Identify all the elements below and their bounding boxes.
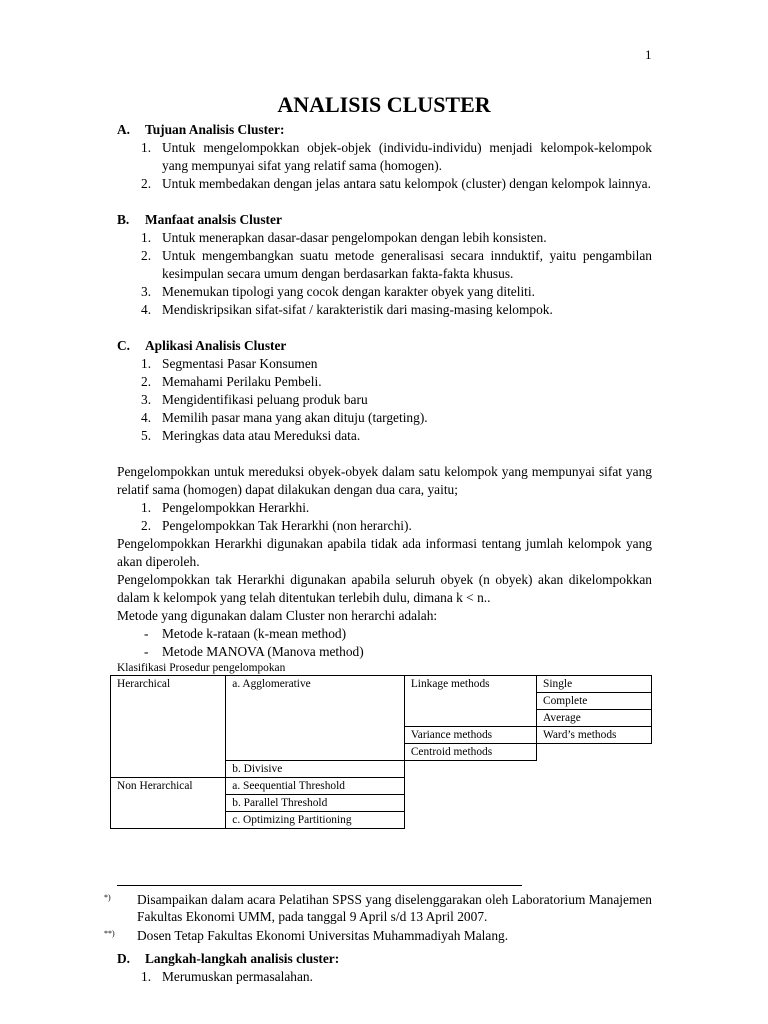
table-cell: Linkage methods [404, 676, 536, 693]
footnote [104, 891, 652, 925]
intro-paragraph: Pengelompokkan untuk mereduksi obyek-obyek dalam satu kelompok yang mempunyai sifat yang relatif sama (homogen) dapat dilakukan dengan dua cara, yaitu; [117, 464, 652, 497]
metode-paragraph: Metode yang digunakan dalam Cluster non herarchi adalah: [117, 608, 438, 623]
table-cell: Single [537, 676, 652, 693]
footnote [104, 927, 652, 944]
main-content [117, 121, 652, 829]
list-item: 1. Segmentasi Pasar Konsumen [141, 356, 318, 371]
section-letter: B. [117, 212, 130, 227]
section-letter: C. [117, 338, 131, 353]
section-b-heading [117, 211, 652, 229]
table-cell: b. Divisive [226, 761, 405, 778]
list-item: 3. Menemukan tipologi yang cocok dengan karakter obyek yang diteliti. [141, 284, 535, 299]
classification-table [110, 675, 652, 829]
table-cell: Centroid methods [404, 744, 536, 761]
table-cell: a. Agglomerative [226, 676, 405, 693]
list-item: 1. Untuk mengelompokkan objek-objek (individu-individu) menjadi kelompok-kelompok yang mempunyai sifat yang relatif sama (homogen). [141, 140, 652, 173]
dash-list [117, 625, 652, 661]
table-cell: Complete [537, 693, 652, 710]
list-item: 4. Memilih pasar mana yang akan dituju (targeting). [141, 410, 428, 425]
list-item: 2. Untuk membedakan dengan jelas antara satu kelompok (cluster) dengan kelompok lainnya. [141, 176, 651, 191]
page-number: 1 [645, 47, 652, 62]
list-item: 4. Mendiskripsikan sifat-sifat / karakteristik dari masing-masing kelompok. [141, 302, 553, 317]
section-letter: D. [117, 951, 131, 966]
section-title: Manfaat analsis Cluster [145, 212, 282, 227]
list-item: 1. Pengelompokkan Herarkhi. [141, 500, 310, 515]
section-letter: A. [117, 122, 131, 137]
footnote-divider [117, 885, 522, 886]
section-b-list [117, 229, 652, 319]
footnote-text: Dosen Tetap Fakultas Ekonomi Universitas Muhammadiyah Malang. [137, 928, 509, 943]
table-cell: Ward’s methods [537, 727, 652, 744]
document-title: ANALISIS CLUSTER [277, 92, 491, 117]
section-a-list [117, 139, 652, 193]
list-item: - Metode k-rataan (k-mean method) [144, 626, 347, 641]
section-title: Tujuan Analisis Cluster: [145, 122, 285, 137]
table-cell: Herarchical [111, 676, 226, 693]
list-item: 5. Meringkas data atau Mereduksi data. [141, 428, 361, 443]
table-cell: Variance methods [404, 727, 536, 744]
list-item: 2. Pengelompokkan Tak Herarkhi (non herarchi). [141, 518, 412, 533]
section-c-heading [117, 337, 652, 355]
section-d [117, 950, 652, 986]
list-item: 2. Untuk mengembangkan suatu metode generalisasi secara innduktif, yaitu pengambilan kesimpulan secara umum dengan berdasarkan fakta-fakta khusus. [141, 248, 652, 281]
table-cell: Average [537, 710, 652, 727]
section-a-heading [117, 121, 652, 139]
section-title: Aplikasi Analisis Cluster [145, 338, 287, 353]
tak-herarkhi-paragraph: Pengelompokkan tak Herarkhi digunakan apabila seluruh obyek (n obyek) akan dikelompokkan dalam k kelompok yang telah ditentukan terlebih dulu, dimana k < n.. [117, 572, 652, 605]
herarkhi-paragraph: Pengelompokkan Herarkhi digunakan apabila tidak ada informasi tentang jumlah kelompok yang akan diperoleh. [117, 536, 652, 569]
section-d-list [117, 968, 652, 986]
list-item: 3. Mengidentifikasi peluang produk baru [141, 392, 368, 407]
section-c-list [117, 355, 652, 445]
footnote-mark: *) [104, 893, 111, 902]
footnote-mark: **) [104, 929, 115, 938]
section-d-heading [117, 950, 652, 968]
footnote-text: Disampaikan dalam acara Pelatihan SPSS yang diselenggarakan oleh Laboratorium Manajemen Fakultas Ekonomi UMM, pada tanggal 9 April s/d 13 April 2007. [137, 892, 652, 924]
table-cell: b. Parallel Threshold [226, 795, 405, 812]
list-item: 1. Untuk menerapkan dasar-dasar pengelompokan dengan lebih konsisten. [141, 230, 547, 245]
section-title: Langkah-langkah analisis cluster: [145, 951, 340, 966]
list-item: 2. Memahami Perilaku Pembeli. [141, 374, 322, 389]
table-cell: c. Optimizing Partitioning [226, 812, 405, 829]
list-item: - Metode MANOVA (Manova method) [144, 644, 364, 659]
list-item: 1. Merumuskan permasalahan. [141, 969, 313, 984]
table-cell: Non Herarchical [111, 778, 226, 795]
methods-list [117, 499, 652, 535]
footnotes [104, 891, 652, 946]
table-cell: a. Seequential Threshold [226, 778, 405, 795]
table-caption: Klasifikasi Prosedur pengelompokan [117, 662, 286, 674]
